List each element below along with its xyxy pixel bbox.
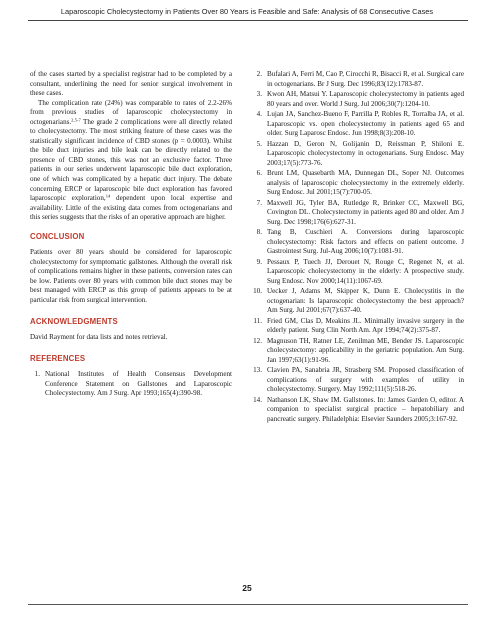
reference-text: Tang B, Cuschieri A. Conversions during laparoscopic cholecystectomy: Risk factors and effects on patient outcome. J Gastrointest Surg. Jul-Aug 2006;10(7):1081-91. (267, 228, 464, 256)
reference-text: Magnuson TH, Ratner LE, Zenilman ME, Bender JS. Laparoscopic cholecystectomy: applicability in the geriatric population. Am Surg. Jan 1997;63(1):91-96. (267, 336, 464, 364)
reference-text: Nathanson LK, Shaw IM. Gallstones. In: James Garden O, editor. A companion to specialist surgical practice – hepatobiliary and pancreatic surgery. Philadelphia: Elsevier Saunders 2005;3:167-92. (267, 395, 464, 423)
reference-number: 2. (256, 70, 262, 78)
right-column (252, 70, 464, 425)
reference-list-right (252, 70, 464, 424)
reference-number: 14. (253, 395, 262, 404)
reference-text: National Institutes of Health Consensus Development Conference Statement on Gallstones and Laparoscopic Cholecystectomy. Am J Surg. Apr 1993;165(4):390-98. (45, 370, 232, 398)
reference-number: 1. (34, 370, 40, 379)
citation-superscript: 2,5-7 (71, 117, 81, 123)
paragraph-2-text-c: dependent upon local expertise and availability. Little of the existing data comes from octogenarians and this series suggests that the risks of an operative approach are higher. (30, 194, 233, 222)
reference-item (252, 140, 464, 169)
acknowledgments-paragraph: David Rayment for data lists and notes retrieval. (30, 333, 168, 342)
reference-text: Kwon AH, Matsui Y. Laparoscopic cholecystectomy in patients aged 80 years and over. World J Surg. Jul 2006;30(7):1204-10. (267, 89, 464, 108)
reference-list-left (30, 370, 232, 399)
reference-item (252, 366, 464, 395)
reference-number: 10. (253, 287, 262, 296)
reference-number: 3. (256, 89, 262, 98)
paragraph-2 (30, 99, 232, 223)
acknowledgments-heading: ACKNOWLEDGMENTS (30, 316, 118, 326)
reference-number: 4. (256, 109, 262, 118)
reference-item (252, 396, 464, 425)
reference-number: 6. (256, 169, 262, 178)
reference-text: Bufalari A, Ferri M, Cao P, Cirocchi R, Bisacci R, et al. Surgical care in octogenarians. Br J Surg. Dec 1996;83(12):1783-87. (267, 70, 464, 88)
reference-text: Maxwell JG, Tyler BA, Rutledge R, Brinker CC, Maxwell BG, Covington DL. Cholecystectomy in patients aged 80 and older. Am J Surg. Dec 1998;176(6):627-31. (267, 198, 464, 226)
page-number: 25 (242, 583, 252, 593)
reference-item (252, 90, 464, 109)
reference-text: Uecker J, Adams M, Skipper K, Dunn E. Cholecystitis in the octogenarian: Is laparoscopic cholecystectomy the best approach? Am Surg. Jul 2001;67(7):637-40. (267, 287, 464, 315)
reference-number: 5. (256, 139, 262, 148)
paragraph-1: of the cases started by a specialist registrar had to be completed by a consultant, underlining the need for senior surgical involvement in these cases. (30, 70, 232, 98)
conclusion-heading: CONCLUSION (30, 231, 85, 241)
paragraph-2-text-b: The grade 2 complications were all directly related to cholecystectomy. The most striking feature of these cases was the statistically significant incidence of CBD stones (p = 0.0003). Whilst the bile duct injuries and bile leak can be directly related to the presence of CBD stones, this was not an exclusive factor. Three patients in our series underwent laparoscopic bile duct exploration, one of which was complicated by a hepatic duct injury. The debate concerning ERCP or laparoscopic bile duct exploration has favored laparoscopic exploration, (30, 117, 232, 203)
reference-number: 13. (253, 366, 262, 375)
reference-text: Clavien PA, Sanabria JR, Strasberg SM. Proposed classification of complications of surgery with examples of utility in cholecystectomy. Surgery. May 1992;111(5):518-26. (267, 366, 464, 394)
references-heading: REFERENCES (30, 353, 86, 363)
reference-item (252, 70, 464, 89)
reference-item (252, 317, 464, 336)
conclusion-paragraph: Patients over 80 years should be considered for laparoscopic cholecystectomy for symptomatic gallstones. Although the overall risk of complications remains higher in these patients, conversion rates can be low. Patients over 80 years with common bile duct stones may be best managed with ERCP as this group of patients appears to be at particular risk from surgical intervention. (30, 248, 232, 305)
running-head: Laparoscopic Cholecystectomy in Patients Over 80 Years is Feasible and Safe: Analysis of 68 Consecutive Cases (60, 7, 434, 16)
reference-number: 9. (256, 257, 262, 266)
reference-number: 7. (256, 198, 262, 207)
reference-item (252, 337, 464, 366)
reference-number: 11. (253, 316, 262, 325)
citation-superscript: 14 (105, 193, 111, 199)
reference-item (30, 370, 232, 399)
reference-item (252, 199, 464, 228)
reference-text: Hazzan D, Geron N, Golijanin D, Reissman P, Shiloni E. Laparoscopic cholecystectomy in octogenarians. Surg Endosc. May 2003;17(5):773-76. (267, 139, 464, 167)
footer-rule (28, 604, 468, 605)
reference-text: Pessaux P, Tuech JJ, Derouet N, Rouge C, Regenet N, et al. Laparoscopic cholecystectomy in the elderly: A prospective study. Surg Endosc. Nov 2000;14(11):1067-69. (267, 257, 464, 285)
paragraph-2-text-a: The complication rate (24%) was comparable to rates of 2.2-26% from previous studies of laparoscopic cholecystectomy in octogenarians. (30, 98, 232, 126)
reference-item (252, 287, 464, 316)
reference-text: Brunt LM, Quasebarth MA, Dunnegan DL, Soper NJ. Outcomes analysis of laparoscopic cholecystectomy in the extremely elderly. Surg Endosc. Jul 2001;15(7):700-05. (267, 169, 464, 197)
header-rule (28, 20, 468, 21)
reference-item (252, 169, 464, 198)
reference-number: 12. (253, 336, 262, 345)
reference-item (252, 110, 464, 139)
reference-item (252, 228, 464, 257)
reference-item (252, 258, 464, 287)
reference-text: Lujan JA, Sanchez-Bueno F, Parrilla P, Robles R, Torralba JA, et al. Laparoscopic vs. open cholecystectomy in patients aged 65 and older. Surg Laparosc Endosc. Jun 1998;8(3):208-10. (267, 109, 464, 138)
left-column (30, 70, 232, 400)
reference-number: 8. (256, 228, 262, 237)
reference-text: Fried GM, Clas D, Meakins JL. Minimally invasive surgery in the elderly patient. Surg Clin North Am. Apr 1994;74(2):375-87. (267, 316, 464, 335)
